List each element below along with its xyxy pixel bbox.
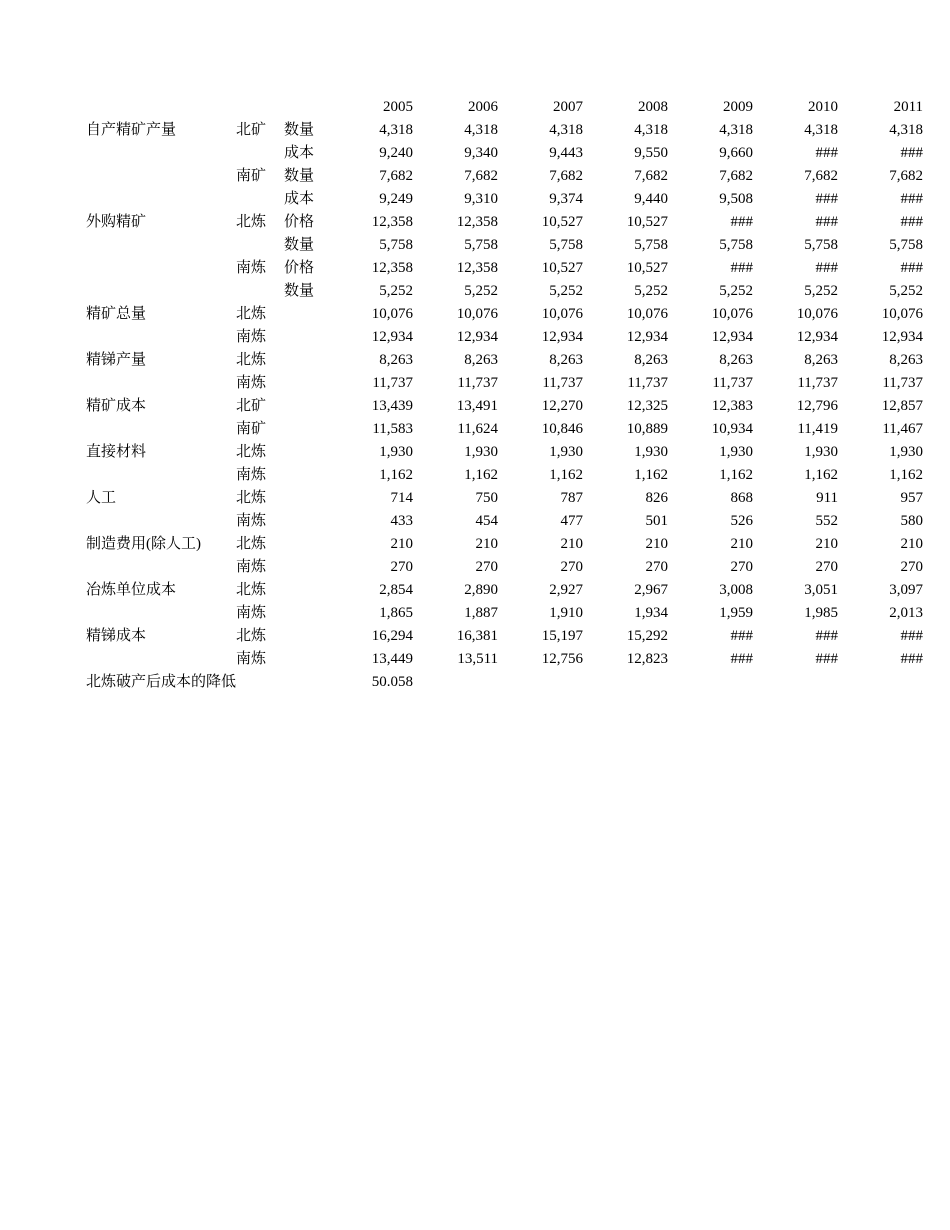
data-cell: 477 — [560, 513, 584, 529]
table-row — [86, 372, 923, 395]
row-site-cell: 北炼 — [236, 628, 267, 644]
row-label-cell: 精矿总量 — [86, 306, 147, 322]
data-cell: 11,737 — [372, 375, 414, 391]
data-cell: 12,358 — [456, 214, 499, 230]
row-kind-cell: 数量 — [284, 283, 315, 299]
data-cell: 10,527 — [541, 214, 584, 230]
data-cell: 5,252 — [464, 283, 499, 299]
table-row — [86, 487, 923, 510]
data-cell: 8,263 — [379, 352, 414, 368]
row-kind-cell — [284, 464, 328, 487]
data-cell: 9,440 — [634, 191, 669, 207]
data-cell: 9,249 — [379, 191, 414, 207]
row-kind-cell — [284, 372, 328, 395]
data-cell: 270 — [645, 559, 669, 575]
data-cell: 1,162 — [549, 467, 584, 483]
data-cell: 454 — [475, 513, 499, 529]
data-cell: 10,889 — [626, 421, 669, 437]
data-cell: ### — [900, 260, 924, 276]
data-cell: 4,318 — [464, 122, 499, 138]
data-cell: 1,162 — [379, 467, 414, 483]
data-cell: ### — [730, 214, 754, 230]
data-cell: 5,758 — [549, 237, 584, 253]
data-cell: 10,527 — [626, 214, 669, 230]
row-site-cell: 北炼 — [236, 582, 267, 598]
data-cell — [838, 671, 923, 694]
table-row — [86, 602, 923, 625]
data-cell: 5,758 — [464, 237, 499, 253]
row-kind-cell — [284, 441, 328, 464]
data-cell: 12,325 — [626, 398, 669, 414]
data-cell: 12,756 — [541, 651, 584, 667]
data-cell: 9,374 — [549, 191, 584, 207]
data-cell: 210 — [900, 536, 924, 552]
row-site-cell: 南矿 — [236, 168, 267, 184]
data-cell: 4,318 — [719, 122, 754, 138]
data-cell: ### — [730, 260, 754, 276]
data-cell: 8,263 — [719, 352, 754, 368]
data-cell: 868 — [730, 490, 754, 506]
data-cell: 1,162 — [634, 467, 669, 483]
data-cell: 1,162 — [719, 467, 754, 483]
data-cell: 210 — [645, 536, 669, 552]
column-header-year: 2009 — [723, 99, 754, 115]
data-cell: ### — [815, 145, 839, 161]
column-header-year: 2008 — [638, 99, 669, 115]
data-cell: 1,162 — [804, 467, 839, 483]
row-site-cell — [236, 671, 284, 694]
data-cell — [413, 671, 498, 694]
data-cell: 11,737 — [457, 375, 499, 391]
data-cell: 210 — [730, 536, 754, 552]
data-cell: 8,263 — [464, 352, 499, 368]
row-site-cell: 南炼 — [236, 559, 267, 575]
table-header — [86, 96, 923, 119]
header-label-spacer — [86, 96, 236, 119]
table-row — [86, 142, 923, 165]
data-cell: 12,934 — [371, 329, 414, 345]
data-cell: 10,076 — [881, 306, 924, 322]
row-label-cell: 人工 — [86, 490, 117, 506]
data-cell: 11,737 — [882, 375, 924, 391]
data-cell: 270 — [730, 559, 754, 575]
column-header-year: 2005 — [383, 99, 414, 115]
data-cell: 1,930 — [719, 444, 754, 460]
row-kind-cell: 数量 — [284, 237, 315, 253]
row-site-cell: 南炼 — [236, 513, 267, 529]
row-label-cell: 直接材料 — [86, 444, 147, 460]
data-cell: 1,865 — [379, 605, 414, 621]
data-cell: 13,511 — [457, 651, 499, 667]
data-cell: 270 — [815, 559, 839, 575]
row-label-cell: 精矿成本 — [86, 398, 147, 414]
data-cell: 8,263 — [549, 352, 584, 368]
data-cell: 433 — [390, 513, 414, 529]
data-cell: 210 — [390, 536, 414, 552]
row-label-cell — [86, 556, 236, 579]
data-cell: 11,467 — [882, 421, 924, 437]
data-cell: 1,930 — [634, 444, 669, 460]
row-label-cell — [86, 234, 236, 257]
data-cell: 9,443 — [549, 145, 584, 161]
row-label-cell: 北炼破产后成本的降低 — [86, 674, 237, 690]
data-cell: 750 — [475, 490, 499, 506]
data-cell: ### — [900, 628, 924, 644]
data-cell: ### — [730, 628, 754, 644]
row-site-cell: 南炼 — [236, 467, 267, 483]
row-site-cell — [236, 142, 284, 165]
row-kind-cell: 价格 — [284, 260, 315, 276]
row-site-cell: 北矿 — [236, 122, 267, 138]
data-cell: 9,660 — [719, 145, 754, 161]
row-kind-cell — [284, 602, 328, 625]
data-cell: ### — [900, 214, 924, 230]
data-cell: 9,310 — [464, 191, 499, 207]
data-cell: 2,967 — [634, 582, 669, 598]
data-cell: 5,252 — [634, 283, 669, 299]
data-cell: 2,854 — [379, 582, 414, 598]
data-cell: 12,857 — [881, 398, 924, 414]
row-site-cell: 北炼 — [236, 536, 267, 552]
data-cell: 13,439 — [371, 398, 414, 414]
row-kind-cell — [284, 556, 328, 579]
data-cell: ### — [815, 214, 839, 230]
data-cell: 12,823 — [626, 651, 669, 667]
data-cell: 1,930 — [549, 444, 584, 460]
row-label-cell: 冶炼单位成本 — [86, 582, 177, 598]
data-cell — [583, 671, 668, 694]
data-cell: 1,930 — [379, 444, 414, 460]
data-cell: 5,252 — [719, 283, 754, 299]
row-site-cell: 南矿 — [236, 421, 267, 437]
column-header-year: 2010 — [808, 99, 839, 115]
table-row — [86, 671, 923, 694]
row-kind-cell — [284, 395, 328, 418]
data-cell: 12,358 — [371, 214, 414, 230]
header-kind-spacer — [284, 96, 328, 119]
row-kind-cell: 数量 — [284, 122, 315, 138]
row-label-cell — [86, 257, 236, 280]
row-site-cell: 北炼 — [236, 352, 267, 368]
table-row — [86, 188, 923, 211]
row-kind-cell: 数量 — [284, 168, 315, 184]
table-row — [86, 556, 923, 579]
data-cell: 10,076 — [711, 306, 754, 322]
row-site-cell: 北炼 — [236, 306, 267, 322]
row-site-cell: 北炼 — [236, 490, 267, 506]
table-row — [86, 510, 923, 533]
row-kind-cell — [284, 326, 328, 349]
data-cell: 8,263 — [634, 352, 669, 368]
data-cell: 12,934 — [796, 329, 839, 345]
data-cell: 10,527 — [626, 260, 669, 276]
data-cell: 15,292 — [626, 628, 669, 644]
data-cell: 10,846 — [541, 421, 584, 437]
row-label-cell: 精锑产量 — [86, 352, 147, 368]
row-kind-cell — [284, 579, 328, 602]
table-row — [86, 326, 923, 349]
data-cell: 3,008 — [719, 582, 754, 598]
data-cell: 526 — [730, 513, 754, 529]
data-cell: 11,624 — [457, 421, 499, 437]
table-row — [86, 579, 923, 602]
row-site-cell: 北炼 — [236, 214, 267, 230]
table-row — [86, 441, 923, 464]
data-cell: 210 — [815, 536, 839, 552]
row-site-cell: 南炼 — [236, 329, 267, 345]
data-cell: 10,527 — [541, 260, 584, 276]
data-cell: 12,934 — [541, 329, 584, 345]
row-site-cell — [236, 188, 284, 211]
row-label-cell — [86, 326, 236, 349]
data-cell: 12,796 — [796, 398, 839, 414]
data-cell: 11,737 — [712, 375, 754, 391]
data-cell: 957 — [900, 490, 924, 506]
data-cell: 10,076 — [796, 306, 839, 322]
table-row — [86, 418, 923, 441]
data-cell: 3,051 — [804, 582, 839, 598]
data-cell: 5,758 — [889, 237, 924, 253]
row-label-cell — [86, 165, 236, 188]
row-site-cell: 北矿 — [236, 398, 267, 414]
column-header-year: 2006 — [468, 99, 499, 115]
header-row — [86, 96, 923, 119]
row-kind-cell — [284, 418, 328, 441]
data-cell: 12,383 — [711, 398, 754, 414]
data-cell — [498, 671, 583, 694]
data-cell: 11,583 — [372, 421, 414, 437]
table-row — [86, 349, 923, 372]
data-cell: 10,076 — [626, 306, 669, 322]
data-cell: 714 — [390, 490, 414, 506]
data-cell: ### — [815, 191, 839, 207]
row-kind-cell — [284, 625, 328, 648]
data-cell: 7,682 — [804, 168, 839, 184]
table-row — [86, 234, 923, 257]
row-kind-cell — [284, 671, 328, 694]
data-cell: 9,550 — [634, 145, 669, 161]
data-cell: 3,097 — [889, 582, 924, 598]
data-cell: 9,340 — [464, 145, 499, 161]
table-body — [86, 119, 923, 694]
table-row — [86, 257, 923, 280]
data-cell: 11,737 — [542, 375, 584, 391]
data-cell: 4,318 — [804, 122, 839, 138]
data-cell: 12,934 — [456, 329, 499, 345]
data-cell: 12,934 — [881, 329, 924, 345]
data-cell: 12,358 — [456, 260, 499, 276]
row-site-cell: 南炼 — [236, 605, 267, 621]
data-cell: 5,758 — [804, 237, 839, 253]
data-cell: 1,959 — [719, 605, 754, 621]
data-cell: 826 — [645, 490, 669, 506]
data-cell — [753, 671, 838, 694]
data-cell: 16,381 — [456, 628, 499, 644]
row-label-cell — [86, 142, 236, 165]
row-kind-cell — [284, 510, 328, 533]
data-cell: 10,934 — [711, 421, 754, 437]
data-cell: 580 — [900, 513, 924, 529]
row-label-cell — [86, 372, 236, 395]
data-cell: 270 — [560, 559, 584, 575]
row-kind-cell — [284, 648, 328, 671]
row-site-cell — [236, 234, 284, 257]
data-cell: 9,240 — [379, 145, 414, 161]
data-cell: ### — [815, 260, 839, 276]
data-cell: 2,013 — [889, 605, 924, 621]
row-site-cell: 北炼 — [236, 444, 267, 460]
data-cell: 5,252 — [549, 283, 584, 299]
row-label-cell: 制造费用(除人工) — [86, 536, 201, 552]
data-cell: 7,682 — [549, 168, 584, 184]
data-cell: ### — [730, 651, 754, 667]
data-cell: ### — [900, 145, 924, 161]
row-label-cell — [86, 602, 236, 625]
data-cell: 11,737 — [797, 375, 839, 391]
data-cell: 16,294 — [371, 628, 414, 644]
data-cell: 8,263 — [804, 352, 839, 368]
data-cell: 12,934 — [626, 329, 669, 345]
data-cell: 1,985 — [804, 605, 839, 621]
row-kind-cell — [284, 349, 328, 372]
data-cell: 11,419 — [797, 421, 839, 437]
data-cell: 1,910 — [549, 605, 584, 621]
row-label-cell — [86, 648, 236, 671]
data-cell: 5,252 — [804, 283, 839, 299]
row-label-cell — [86, 510, 236, 533]
row-site-cell: 南炼 — [236, 375, 267, 391]
data-cell: 11,737 — [627, 375, 669, 391]
column-header-year: 2007 — [553, 99, 584, 115]
table-row — [86, 464, 923, 487]
data-cell: 5,758 — [379, 237, 414, 253]
data-cell: 7,682 — [464, 168, 499, 184]
row-label-cell: 精锑成本 — [86, 628, 147, 644]
table-row — [86, 303, 923, 326]
data-cell: 12,270 — [541, 398, 584, 414]
data-cell: ### — [900, 191, 924, 207]
data-cell: 1,162 — [464, 467, 499, 483]
data-cell: ### — [815, 651, 839, 667]
row-kind-cell: 成本 — [284, 191, 315, 207]
table-row — [86, 211, 923, 234]
data-cell: 1,162 — [889, 467, 924, 483]
data-cell: 552 — [815, 513, 839, 529]
data-cell — [668, 671, 753, 694]
row-kind-cell: 成本 — [284, 145, 315, 161]
data-cell: 5,252 — [379, 283, 414, 299]
data-cell: 210 — [475, 536, 499, 552]
data-cell: 10,076 — [541, 306, 584, 322]
header-site-spacer — [236, 96, 284, 119]
row-site-cell — [236, 280, 284, 303]
data-cell: 13,449 — [371, 651, 414, 667]
table-row — [86, 533, 923, 556]
row-label-cell: 自产精矿产量 — [86, 122, 177, 138]
row-label-cell — [86, 188, 236, 211]
data-cell: 7,682 — [889, 168, 924, 184]
data-cell: 5,758 — [719, 237, 754, 253]
row-label-cell: 外购精矿 — [86, 214, 147, 230]
data-cell: 15,197 — [541, 628, 584, 644]
row-label-cell — [86, 464, 236, 487]
data-cell: 5,758 — [634, 237, 669, 253]
data-cell: 2,927 — [549, 582, 584, 598]
table-row — [86, 119, 923, 142]
data-cell: 7,682 — [634, 168, 669, 184]
data-cell: 210 — [560, 536, 584, 552]
table-row — [86, 165, 923, 188]
data-cell: 1,930 — [464, 444, 499, 460]
data-cell: 4,318 — [549, 122, 584, 138]
data-cell: 4,318 — [379, 122, 414, 138]
data-cell: 12,358 — [371, 260, 414, 276]
table-row — [86, 648, 923, 671]
data-cell: 4,318 — [889, 122, 924, 138]
column-header-year: 2011 — [893, 99, 924, 115]
row-kind-cell — [284, 533, 328, 556]
table-row — [86, 625, 923, 648]
data-cell: 1,887 — [464, 605, 499, 621]
data-cell: 4,318 — [634, 122, 669, 138]
data-cell: 7,682 — [719, 168, 754, 184]
data-cell: 270 — [390, 559, 414, 575]
data-cell: 911 — [816, 490, 839, 506]
data-cell: 1,934 — [634, 605, 669, 621]
table-row — [86, 395, 923, 418]
data-cell: 787 — [560, 490, 584, 506]
row-site-cell: 南炼 — [236, 651, 267, 667]
data-cell: 501 — [645, 513, 669, 529]
data-cell: 50.058 — [371, 674, 414, 690]
data-cell: 1,930 — [804, 444, 839, 460]
data-cell: 270 — [475, 559, 499, 575]
data-cell: 2,890 — [464, 582, 499, 598]
data-table — [86, 96, 923, 694]
data-cell: 5,252 — [889, 283, 924, 299]
data-cell: ### — [815, 628, 839, 644]
data-cell: 7,682 — [379, 168, 414, 184]
data-cell: ### — [900, 651, 924, 667]
data-cell: 1,930 — [889, 444, 924, 460]
row-site-cell: 南炼 — [236, 260, 267, 276]
row-label-cell — [86, 280, 236, 303]
row-kind-cell — [284, 303, 328, 326]
data-cell: 270 — [900, 559, 924, 575]
row-kind-cell — [284, 487, 328, 510]
row-kind-cell: 价格 — [284, 214, 315, 230]
data-cell: 10,076 — [456, 306, 499, 322]
data-cell: 10,076 — [371, 306, 414, 322]
data-cell: 13,491 — [456, 398, 499, 414]
data-cell: 9,508 — [719, 191, 754, 207]
row-label-cell — [86, 418, 236, 441]
data-cell: 12,934 — [711, 329, 754, 345]
table-row — [86, 280, 923, 303]
data-cell: 8,263 — [889, 352, 924, 368]
